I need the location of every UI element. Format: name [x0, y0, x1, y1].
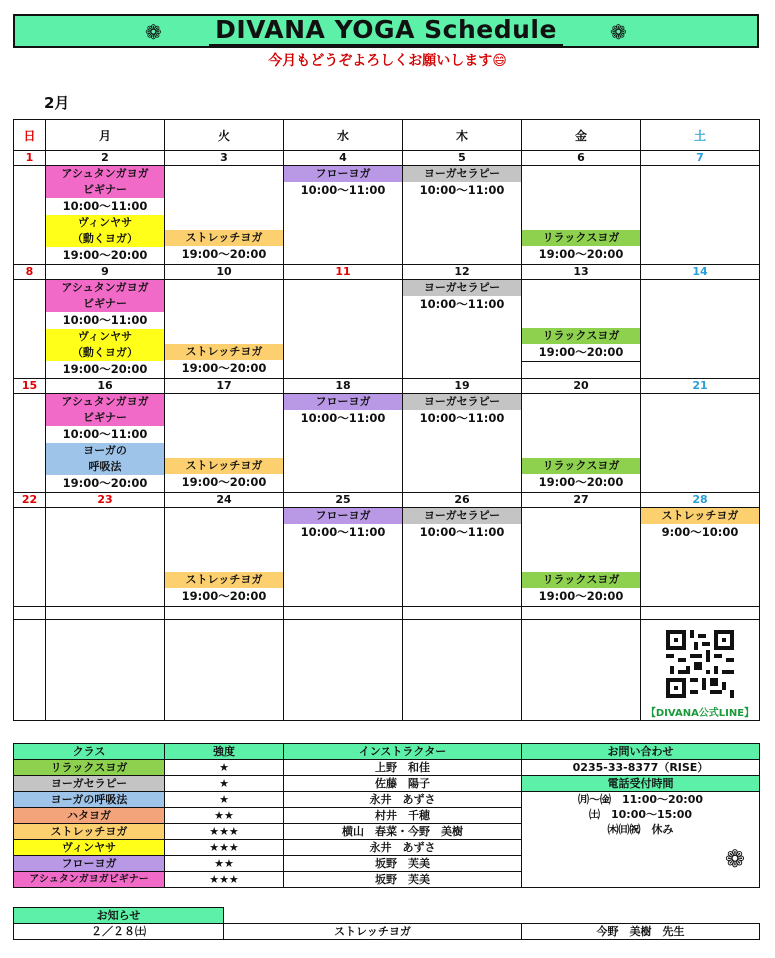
- weekday-sun: 日: [14, 120, 46, 151]
- legend-header-contact: お問い合わせ: [522, 744, 760, 760]
- page-title: DIVANA YOGA Schedule: [209, 16, 563, 46]
- day-cell-sun: [14, 394, 46, 493]
- class-time: 10:00～11:00: [300, 183, 386, 197]
- legend-instructor: 上野 和佳: [284, 760, 522, 776]
- legend-class: ハタヨガ: [14, 808, 165, 824]
- legend-instructor: 坂野 芙美: [284, 856, 522, 872]
- legend-instructor: 村井 千穂: [284, 808, 522, 824]
- date-cell: 26: [403, 493, 522, 508]
- class-time: 10:00～11:00: [62, 427, 148, 441]
- day-cell-sat: [641, 394, 760, 493]
- date-cell: 25: [284, 493, 403, 508]
- class-relax: リラックスヨガ: [522, 458, 640, 474]
- weekday-wed: 水: [284, 120, 403, 151]
- class-time: 19:00～20:00: [181, 361, 267, 375]
- legend-level: ★★: [165, 856, 284, 872]
- class-time: 9:00～10:00: [661, 525, 739, 539]
- legend-instructor: 永井 あずさ: [284, 840, 522, 856]
- legend-class: ヨーガの呼吸法: [14, 792, 165, 808]
- date-cell: 17: [165, 379, 284, 394]
- day-cell-fri: [522, 166, 641, 265]
- subtitle: 今月もどうぞよろしくお願いします😄: [268, 53, 507, 69]
- date-cell: 2: [46, 151, 165, 166]
- day-cell-sat: [641, 508, 760, 607]
- date-cell: 27: [522, 493, 641, 508]
- class-flow: フローヨガ: [284, 508, 402, 524]
- date-cell: 14: [641, 265, 760, 280]
- week-row: [14, 508, 760, 607]
- legend-instructor: 坂野 芙美: [284, 872, 522, 888]
- day-cell-sun: [14, 166, 46, 265]
- empty-week-row: [14, 620, 760, 721]
- legend-row: [14, 760, 760, 776]
- date-row: [14, 151, 760, 166]
- week-row: [14, 280, 760, 379]
- class-time: 10:00～11:00: [300, 525, 386, 539]
- day-cell-thu: [403, 508, 522, 607]
- legend-header-row: [14, 744, 760, 760]
- notice-title: お知らせ: [14, 908, 224, 924]
- date-cell: 21: [641, 379, 760, 394]
- legend-class: リラックスヨガ: [14, 760, 165, 776]
- empty-date-row: [14, 607, 760, 620]
- date-cell: 8: [14, 265, 46, 280]
- legend-class: ヨーガセラピー: [14, 776, 165, 792]
- class-breathing: ヨーガの: [46, 443, 164, 459]
- class-time: 19:00～20:00: [538, 589, 624, 603]
- flower-icon: ❁: [724, 845, 745, 873]
- date-row: [14, 265, 760, 280]
- date-cell: 5: [403, 151, 522, 166]
- notice-class: ストレッチヨガ: [224, 924, 522, 940]
- class-stretch: ストレッチヨガ: [165, 344, 283, 360]
- qr-code-icon[interactable]: [666, 630, 734, 698]
- class-ashtanga-level: ビギナー: [46, 296, 164, 312]
- week-row: [14, 394, 760, 493]
- class-time: 19:00～20:00: [538, 475, 624, 489]
- class-time: 10:00～11:00: [419, 411, 505, 425]
- contact-hours-closed: ㈭㈰㈷ 休み: [607, 823, 674, 836]
- date-cell: 1: [14, 151, 46, 166]
- class-time: 10:00～11:00: [62, 199, 148, 213]
- class-vinyasa: ヴィンヤサ: [46, 215, 164, 231]
- flower-icon: ❁: [145, 20, 162, 44]
- legend-level: ★: [165, 760, 284, 776]
- legend-level: ★★★: [165, 840, 284, 856]
- day-cell-thu: [403, 166, 522, 265]
- contact-phone: 0235-33-8377（RISE）: [572, 761, 709, 774]
- class-time: 19:00～20:00: [538, 247, 624, 261]
- class-time: 10:00～11:00: [62, 313, 148, 327]
- weekday-header-row: [14, 120, 760, 151]
- day-cell-fri: [522, 280, 641, 379]
- weekday-thu: 木: [403, 120, 522, 151]
- legend-level: ★★: [165, 808, 284, 824]
- class-ashtanga: アシュタンガヨガ: [46, 394, 164, 410]
- legend-instructor: 佐藤 陽子: [284, 776, 522, 792]
- legend-class: アシュタンガヨガビギナー: [14, 872, 165, 888]
- notice-date: ２／２８㈯: [14, 924, 224, 940]
- class-breathing-sub: 呼吸法: [46, 459, 164, 475]
- date-cell: 18: [284, 379, 403, 394]
- class-stretch: ストレッチヨガ: [165, 572, 283, 588]
- day-cell-tue: [165, 166, 284, 265]
- day-cell-fri: [522, 394, 641, 493]
- day-cell-tue: [165, 280, 284, 379]
- legend-level: ★: [165, 776, 284, 792]
- legend-instructor: 横山 春菜・今野 美樹: [284, 824, 522, 840]
- date-cell: 16: [46, 379, 165, 394]
- date-cell: 19: [403, 379, 522, 394]
- class-therapy: ヨーガセラピー: [403, 166, 521, 182]
- day-cell-thu: [403, 280, 522, 379]
- legend-class: ストレッチヨガ: [14, 824, 165, 840]
- date-cell: 20: [522, 379, 641, 394]
- date-cell: 6: [522, 151, 641, 166]
- date-cell: 13: [522, 265, 641, 280]
- legend-level: ★★★: [165, 872, 284, 888]
- schedule-calendar: [13, 119, 760, 721]
- date-cell: 3: [165, 151, 284, 166]
- class-ashtanga: アシュタンガヨガ: [46, 166, 164, 182]
- class-stretch: ストレッチヨガ: [641, 508, 759, 524]
- class-time: 19:00～20:00: [62, 248, 148, 262]
- legend-level: ★★★: [165, 824, 284, 840]
- day-cell-wed: [284, 394, 403, 493]
- day-cell-tue: [165, 508, 284, 607]
- class-time: 19:00～20:00: [62, 476, 148, 490]
- class-relax: リラックスヨガ: [522, 328, 640, 344]
- class-vinyasa-sub: （動くヨガ）: [46, 345, 164, 361]
- class-ashtanga: アシュタンガヨガ: [46, 280, 164, 296]
- day-cell-sat: [641, 280, 760, 379]
- class-therapy: ヨーガセラピー: [403, 394, 521, 410]
- class-therapy: ヨーガセラピー: [403, 280, 521, 296]
- class-time: 19:00～20:00: [181, 475, 267, 489]
- day-cell-wed: [284, 280, 403, 379]
- day-cell-tue: [165, 394, 284, 493]
- class-time: 10:00～11:00: [419, 525, 505, 539]
- date-row: [14, 379, 760, 394]
- day-cell-wed: [284, 166, 403, 265]
- notice-row: [14, 924, 760, 940]
- day-cell-mon: [46, 280, 165, 379]
- class-time: 19:00～20:00: [522, 344, 640, 362]
- day-cell-thu: [403, 394, 522, 493]
- flower-icon: ❁: [610, 20, 627, 44]
- class-flow: フローヨガ: [284, 394, 402, 410]
- class-ashtanga-level: ビギナー: [46, 410, 164, 426]
- date-cell: 28: [641, 493, 760, 508]
- notice-table: [13, 907, 760, 940]
- weekday-mon: 月: [46, 120, 165, 151]
- date-cell: 12: [403, 265, 522, 280]
- class-relax: リラックスヨガ: [522, 572, 640, 588]
- class-stretch: ストレッチヨガ: [165, 230, 283, 246]
- legend-level: ★: [165, 792, 284, 808]
- legend-instructor: 永井 あずさ: [284, 792, 522, 808]
- date-cell: 24: [165, 493, 284, 508]
- contact-hours-title: 電話受付時間: [522, 775, 759, 792]
- day-cell-sun: [14, 508, 46, 607]
- notice-teacher: 今野 美樹 先生: [522, 924, 760, 940]
- date-cell: 22: [14, 493, 46, 508]
- legend-class: フローヨガ: [14, 856, 165, 872]
- class-time: 19:00～20:00: [181, 247, 267, 261]
- date-cell: 4: [284, 151, 403, 166]
- class-time: 10:00～11:00: [419, 183, 505, 197]
- class-time: 10:00～11:00: [300, 411, 386, 425]
- class-therapy: ヨーガセラピー: [403, 508, 521, 524]
- day-cell-mon: [46, 508, 165, 607]
- legend-header-level: 強度: [165, 744, 284, 760]
- class-time: 19:00～20:00: [62, 362, 148, 376]
- day-cell-sat: [641, 166, 760, 265]
- class-vinyasa-sub: （動くヨガ）: [46, 231, 164, 247]
- date-cell: 15: [14, 379, 46, 394]
- class-flow: フローヨガ: [284, 166, 402, 182]
- qr-cell: [641, 620, 760, 721]
- class-ashtanga-level: ビギナー: [46, 182, 164, 198]
- date-cell: 9: [46, 265, 165, 280]
- title-bar: [13, 14, 759, 48]
- weekday-sat: 土: [641, 120, 760, 151]
- class-stretch: ストレッチヨガ: [165, 458, 283, 474]
- contact-hours-weekday: ㈪～㈮ 11:00～20:00: [577, 793, 704, 806]
- day-cell-wed: [284, 508, 403, 607]
- weekday-tue: 火: [165, 120, 284, 151]
- class-legend-table: [13, 743, 760, 888]
- date-cell: 7: [641, 151, 760, 166]
- date-row: [14, 493, 760, 508]
- class-relax: リラックスヨガ: [522, 230, 640, 246]
- class-time: 19:00～20:00: [181, 589, 267, 603]
- day-cell-fri: [522, 508, 641, 607]
- date-cell: 10: [165, 265, 284, 280]
- day-cell-sun: [14, 280, 46, 379]
- date-cell: 23: [46, 493, 165, 508]
- legend-class: ヴィンヤサ: [14, 840, 165, 856]
- class-time: 10:00～11:00: [419, 297, 505, 311]
- legend-header-class: クラス: [14, 744, 165, 760]
- week-row: [14, 166, 760, 265]
- qr-label: 【DIVANA公式LINE】: [645, 708, 755, 719]
- month-label: 2月: [44, 94, 70, 112]
- contact-hours-saturday: ㈯ 10:00～15:00: [588, 808, 693, 821]
- weekday-fri: 金: [522, 120, 641, 151]
- legend-header-instructor: インストラクター: [284, 744, 522, 760]
- date-cell: 11: [284, 265, 403, 280]
- class-vinyasa: ヴィンヤサ: [46, 329, 164, 345]
- day-cell-mon: [46, 166, 165, 265]
- day-cell-mon: [46, 394, 165, 493]
- contact-cell: [522, 760, 760, 888]
